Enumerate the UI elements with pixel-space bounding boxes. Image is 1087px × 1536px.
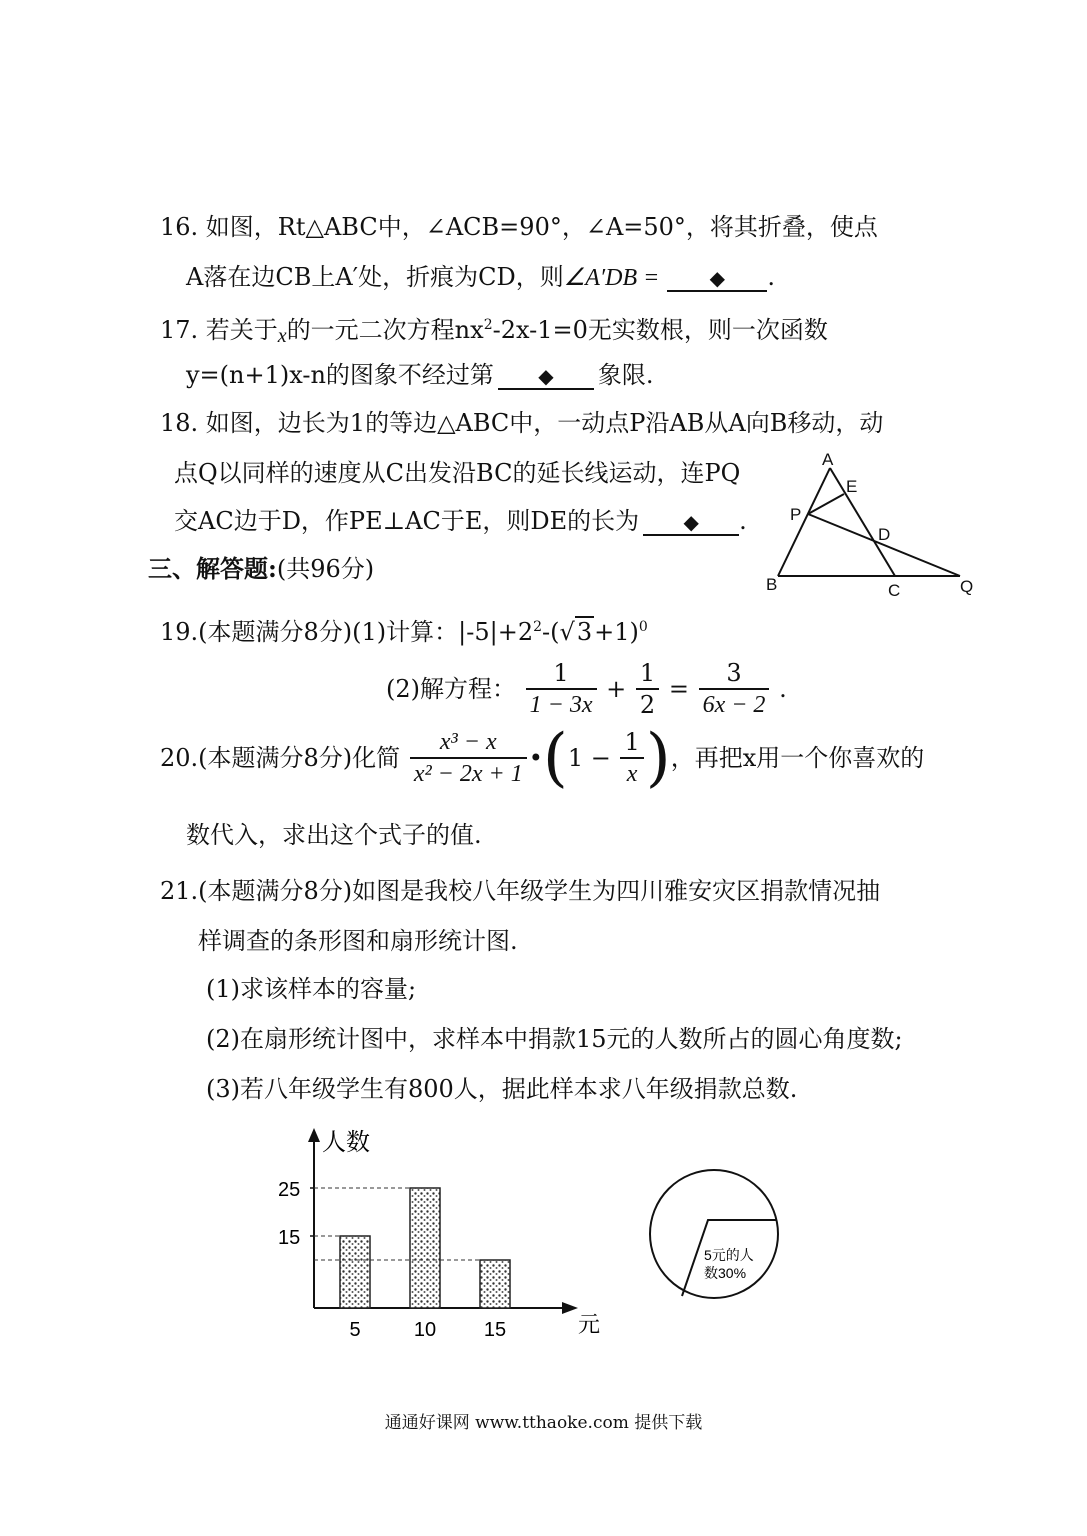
bar-5 [340, 1236, 370, 1308]
x-tick-label: 15 [483, 1319, 507, 1341]
q20-line2: 数代入，求出这个式子的值. [186, 821, 482, 849]
q19-frac-3 [699, 658, 770, 720]
q19-minus-open: -( [542, 618, 560, 646]
label-q: Q [960, 577, 974, 596]
q21-part2: (2)在扇形统计图中，求样本中捐款15元的人数所占的圆心角度数; [206, 1025, 903, 1053]
q18-end: . [739, 507, 747, 535]
q17-line2 [186, 360, 654, 390]
q19-eq-op: = [668, 675, 689, 703]
q17-diamond-icon: ◆ [538, 364, 554, 388]
x-tick-label: 5 [349, 1319, 361, 1341]
q16-end: . [767, 263, 775, 291]
q19-sqrt-body: 3 [576, 618, 593, 646]
sqrt-icon: √ [559, 618, 575, 646]
pie-label-line1: 5元的人 [704, 1247, 754, 1263]
side-ab [778, 468, 830, 576]
q19-frac-1 [526, 658, 597, 720]
q20-prefix: 20.(本题满分8分)化简 [160, 744, 401, 772]
bar-10 [410, 1188, 440, 1308]
q19-f2-den: 2 [639, 691, 656, 719]
q20-dot: • [528, 744, 543, 772]
q18-line1: 18. 如图，边长为1的等边△ABC中，一动点P沿AB从A向B移动，动 [160, 409, 884, 437]
q17-text-a: 17. 若关于 [160, 316, 278, 344]
q19-close: +1) [594, 618, 639, 646]
q18-line3-text: 交AC边于D，作PE⊥AC于E，则DE的长为 [174, 507, 640, 535]
side-ac [830, 468, 895, 576]
q16-line1: 16. 如图，Rt△ABC中，∠ACB=90°，∠A=50°，将其折叠，使点 [160, 213, 878, 241]
y-axis-arrow-icon [308, 1128, 320, 1142]
q19-abs: |-5| [458, 618, 498, 646]
q19-f1-den: 1 − 3x [529, 692, 593, 718]
q19-line2-label: (2)解方程： [386, 675, 516, 703]
q21-line2: 样调查的条形图和扇形统计图. [198, 927, 518, 955]
q20-paren-inner: 1 − [567, 744, 611, 772]
q19-f2-num: 1 [636, 658, 659, 690]
x-axis-arrow-icon [562, 1302, 578, 1314]
bar-chart [270, 1120, 620, 1350]
bar-15 [480, 1260, 510, 1308]
q20-inner-den: x [626, 761, 638, 787]
q16-diamond-icon: ◆ [709, 266, 726, 290]
q19-f3-num: 3 [699, 658, 770, 690]
label-a: A [822, 450, 834, 469]
section3-score: (共96分) [276, 555, 375, 583]
q17-text-b: 的一元二次方程nx [286, 316, 484, 344]
left-paren-icon: ( [542, 721, 568, 795]
y-tick-label: 25 [278, 1179, 301, 1201]
q21-part3: (3)若八年级学生有800人，据此样本求八年级捐款总数. [206, 1075, 798, 1103]
q19-sup: 2 [533, 619, 543, 635]
q19-line2 [386, 658, 787, 720]
q18-line2: 点Q以同样的速度从C出发沿BC的延长线运动，连PQ [174, 459, 741, 487]
q20-num: x³ − x [410, 727, 527, 759]
q19-plus: +2 [497, 618, 534, 646]
q18-answer-blank[interactable] [643, 509, 739, 536]
y-tick-label: 15 [278, 1227, 301, 1249]
label-d: D [878, 525, 891, 544]
q17-var-x: x [277, 325, 287, 347]
q21-line1: 21.(本题满分8分)如图是我校八年级学生为四川雅安灾区捐款情况抽 [160, 877, 881, 905]
q17-text-c: -2x-1=0无实数根，则一次函数 [492, 316, 828, 344]
q20-line1 [160, 721, 925, 795]
q19-f3-den: 6x − 2 [702, 692, 766, 718]
q16-angle-expr: ∠A′DB = [563, 265, 660, 291]
q16-line2-text: A落在边CB上A′处，折痕为CD，则 [186, 263, 564, 291]
q18-diamond-icon: ◆ [683, 510, 699, 534]
q20-inner-frac [620, 727, 643, 789]
q19-end: . [779, 675, 787, 703]
q20-main-frac [410, 727, 527, 789]
right-paren-icon: ) [645, 721, 671, 795]
label-b: B [766, 575, 778, 594]
q20-den: x² − 2x + 1 [413, 761, 523, 787]
q19-f1-num: 1 [526, 658, 597, 690]
q19-text: 19.(本题满分8分)(1)计算： [160, 618, 459, 646]
label-e: E [846, 477, 858, 496]
q19-line1 [160, 612, 648, 647]
q21-part1: (1)求该样本的容量; [206, 975, 417, 1003]
segment-pq [808, 514, 960, 576]
label-c: C [888, 581, 901, 600]
q18-line3 [174, 506, 747, 536]
q16-answer-blank[interactable] [667, 265, 767, 292]
q20-inner-num: 1 [620, 727, 643, 759]
q17-answer-blank[interactable] [498, 363, 594, 390]
label-p: P [790, 505, 802, 524]
y-axis-label: 人数 [322, 1129, 370, 1156]
x-tick-label: 10 [413, 1319, 437, 1341]
q18-triangle-figure [760, 448, 990, 603]
q20-suffix: ，再把x用一个你喜欢的 [670, 744, 925, 772]
q16-line2 [186, 262, 775, 293]
section3-heading [148, 554, 374, 584]
q19-plus-op: + [606, 675, 627, 703]
section3-title: 三、解答题: [148, 554, 277, 583]
q19-zero: 0 [638, 619, 648, 635]
q17-line2-text: y=(n+1)x-n的图象不经过第 [186, 361, 494, 389]
footer: 通通好课网 www.tthaoke.com 提供下载 [384, 1413, 703, 1433]
pie-chart [646, 1160, 786, 1310]
q17-line1 [160, 310, 828, 351]
q17-sup: 2 [483, 317, 493, 333]
x-axis-label: 元 [578, 1312, 601, 1337]
q17-line2-end: 象限. [597, 361, 654, 389]
pie-label-line2: 数30% [704, 1265, 747, 1281]
q19-frac-2 [636, 658, 659, 720]
